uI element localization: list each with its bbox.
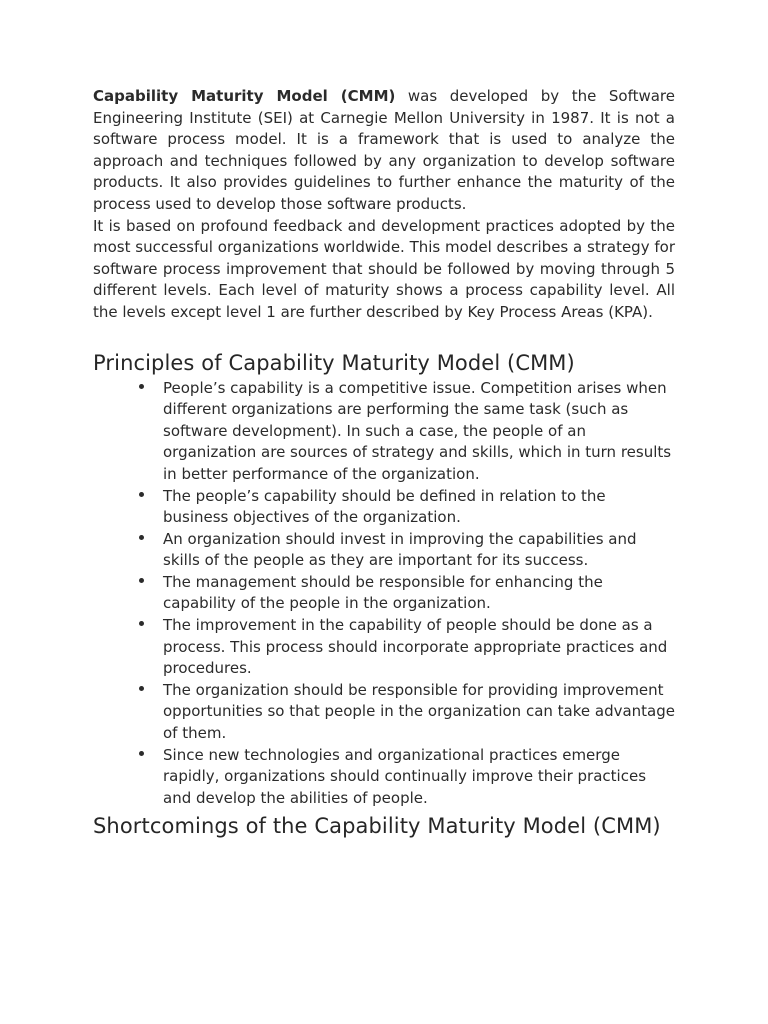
document-body	[93, 86, 675, 841]
bullet-icon	[139, 492, 144, 497]
list-item	[163, 486, 675, 529]
bullet-icon	[139, 535, 144, 540]
shortcomings-heading: Shortcomings of the Capability Maturity Model (CMM)	[93, 814, 661, 839]
principles-heading: Principles of Capability Maturity Model (CMM)	[93, 350, 575, 375]
cmm-term: Capability Maturity Model (CMM)	[93, 87, 396, 105]
intro-paragraph	[93, 86, 675, 216]
list-item	[163, 615, 675, 680]
list-item	[163, 745, 675, 810]
list-item-text: The management should be responsible for enhancing the capability of the people in the organization.	[163, 572, 603, 613]
list-item	[163, 680, 675, 745]
principles-list	[93, 378, 675, 810]
list-item	[163, 572, 675, 615]
bullet-icon	[139, 686, 144, 691]
list-item-text: The organization should be responsible for providing improvement opportunities so that people in the organization can take advantage of them.	[163, 680, 675, 743]
list-item	[163, 529, 675, 572]
list-item-text: People’s capability is a competitive issue. Competition arises when different organizations are performing the same task (such as software development). In such a case, the people of an organization are sources of strategy and skills, which in turn results in better performance of the organization.	[163, 378, 672, 483]
bullet-icon	[139, 578, 144, 583]
bullet-icon	[139, 384, 144, 389]
intro-paragraph-text: was developed by the Software Engineering Institute (SEI) at Carnegie Mellon University in 1987. It is not a software process model. It is a framework that is used to analyze the approach and techniques followed by any organization to develop software products. It also provides guidelines to further enhance the maturity of the process used to develop those software products.	[93, 87, 675, 213]
list-item	[163, 378, 675, 486]
list-item-text: The improvement in the capability of people should be done as a process. This process should incorporate appropriate practices and procedures.	[163, 616, 668, 678]
list-item-text: An organization should invest in improving the capabilities and skills of the people as they are important for its success.	[163, 529, 637, 570]
list-item-text: The people’s capability should be defined in relation to the business objectives of the organization.	[163, 486, 606, 527]
list-item-text: Since new technologies and organizational practices emerge rapidly, organizations should continually improve their practices and develop the abilities of people.	[163, 745, 647, 807]
bullet-icon	[139, 751, 144, 756]
second-paragraph: It is based on profound feedback and development practices adopted by the most successful organizations worldwide. This model describes a strategy for software process improvement that should be followed by moving through 5 different levels. Each level of maturity shows a process capability level. All the levels except level 1 are further described by Key Process Areas (KPA).	[93, 216, 675, 321]
bullet-icon	[139, 621, 144, 626]
